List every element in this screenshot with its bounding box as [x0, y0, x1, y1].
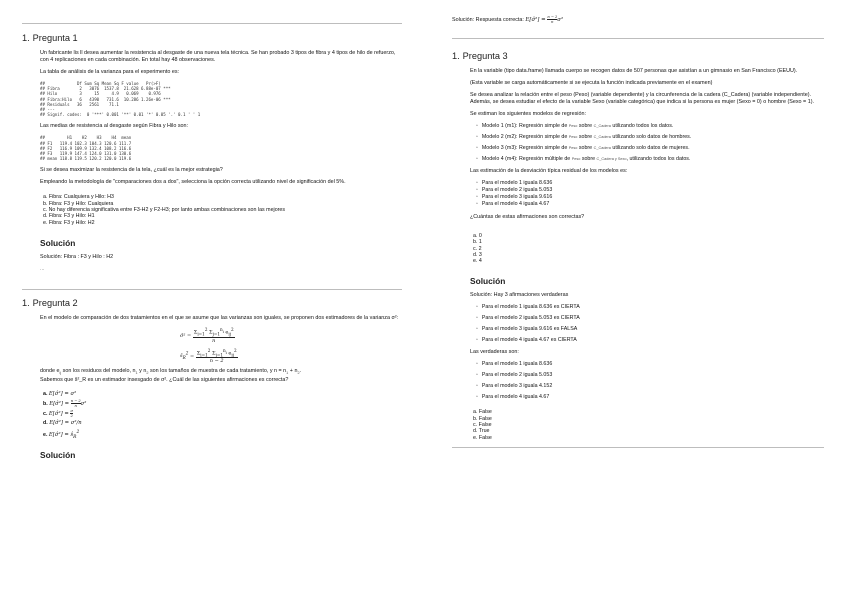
question-2 [22, 298, 402, 460]
statements-list [476, 180, 824, 208]
question-1-title: 1. Pregunta 1 [22, 33, 78, 43]
solution-heading: Solución [40, 237, 76, 248]
checked-1: ◦ Para el modelo 1 iguala 8.636 es CIERTA [476, 304, 824, 311]
question-2-title: 1. Pregunta 2 [22, 297, 78, 308]
estimates-label: Las estimación de la desviación típica residual de los modelos es: [470, 168, 628, 174]
solution-heading: Solución [40, 449, 76, 460]
question-2-intro: En el modelo de comparación de dos tratamientos en el que se asume que las varianzas son iguales, se proponen dos estimadores de la varianza σ²: [40, 314, 399, 321]
model-2: ◦ Modelo 2 (m2): Regresión simple de Peso sobre C_Cadera utilizando solo datos de hombres. [476, 134, 824, 141]
option-e: e. E[σ̂²] = $ŝ_R^2$ [43, 430, 80, 440]
question-2-solution: Solución: Respuesta correcta: E[σ̂²] = $\frac{n - 2}{n}\sigma^2$ [452, 15, 564, 24]
models-label: Se estiman los siguientes modelos de regresión: [470, 111, 586, 117]
models-list [476, 123, 824, 163]
answer-a: a. False [473, 409, 492, 416]
option-a: a. Fibra: Cualquiera y Hilo: H3 [43, 194, 114, 201]
true-value-4: ◦ Para el modelo 4 iguala 4.67 [476, 394, 824, 401]
answers-list [473, 409, 824, 440]
question-1-question: Si se desea maximizar la resistencia de la tela, ¿cuál es la mejor estrategia? [40, 167, 223, 174]
formula-s-hat-r: $ŝ_R^2$ = $\frac{\Sigma_{i=1}^2 \Sigma_{j=1}^{n_i} e_{ij}^2}{n - 2}$ [180, 347, 237, 365]
statement-2: ◦ Para el modelo 2 iguala 5.053 [476, 187, 824, 194]
question-2-description: donde $e_{ij}$ son los residuos del modelo, $n_1$ y $n_2$ son los tamaños de muestra de cada tratamiento, y $n = n_1 + n_2$. Sabemos que ŝ²_R es un estimador insesgado de σ². ¿Cuál de las siguientes afirmaciones es correcta? [40, 368, 302, 384]
checked-3: ◦ Para el modelo 3 iguala 9.616 es FALSA [476, 326, 824, 333]
question-2-options [40, 390, 402, 442]
question-3-title: 1. Pregunta 3 [452, 51, 508, 61]
divider [452, 447, 824, 448]
question-3-options [473, 233, 824, 264]
option-a: a. E[σ̂²] = σ² [43, 391, 77, 398]
question-3-description: Se desea analizar la relación entre el peso (Peso) (variable dependiente) y la circunferencia de la cadera (C_Cadera) (variable independiente). Además, se desea estudiar el efecto de la variable Sexo (variable categórica) que indica si la persona es mujer (Sexo = 0) o hombre (Sexo = 1). [470, 92, 814, 105]
right-column [452, 0, 824, 448]
true-value-2: ◦ Para el modelo 2 iguala 5.053 [476, 372, 824, 379]
option-b: b. 1 [473, 239, 482, 246]
statement-3: ◦ Para el modelo 3 iguala 9.616 [476, 194, 824, 201]
option-a: a. 0 [473, 233, 482, 239]
model-4: ◦ Modelo 4 (m4): Regresión múltiple de Peso sobre C_Cadera y Sexo, utilizando todos los datos. [476, 156, 824, 163]
question-1-options [43, 194, 402, 225]
answer-c: c. False [473, 422, 492, 429]
anova-table: ## Df Sum Sq Mean Sq F value Pr(>F) ## Fibra 2 3076 1537.8 21.628 6.88e-07 *** ## Hilo 3 15 4.9 0.069 0.976 ## Fibra:Hilo 6 4390 731.6 10.286 1.26e-06 *** ## Residuals 36 2561 71.1 ## --- ## Signif. codes: 0 '***' 0.001 '**' 0.01 '*' 0.05 '.' 0.1 ' ' 1 [40, 81, 201, 118]
means-label: Las medias de resistencia al desgaste según Fibra y Hilo son: [40, 123, 189, 130]
statement-1: ◦ Para el modelo 1 iguala 8.636 [476, 180, 824, 187]
question-3 [452, 51, 824, 441]
question-1-intro: Un fabricante lis ll desea aumentar la resistencia al desgaste de una nueva tela técnica. Se han probado 3 tipos de fibra y 4 tipos de hilo de refuerzo, con 4 replicaciones en cada combinación. En total hay 48 observaciones. [40, 50, 396, 63]
true-value-1: ◦ Para el modelo 1 iguala 8.636 [476, 361, 824, 368]
question-1-method: Empleando la metodología de "comparaciones dos a dos", selecciona la opción correcta utilizando nivel de significación del 5%. [40, 179, 346, 186]
option-e: e. 4 [473, 258, 482, 265]
checked-list [476, 304, 824, 344]
anova-label: La tabla de análisis de la varianza para el experimento es: [40, 69, 180, 75]
answer-d: d. True [473, 428, 490, 435]
model-3: ◦ Modelo 3 (m3): Regresión simple de Peso sobre C_Cadera utilizando solo datos de mujeres. [476, 145, 824, 152]
answer-b: b. False [473, 415, 492, 422]
formula-sigma-hat: σ̂² = $\frac{\Sigma_{i=1}^2 \Sigma_{j=1}^{n_i} e_{ij}^2}{n}$ [180, 326, 234, 344]
divider [22, 23, 402, 24]
option-d: d. E[σ̂²] = σ²/n [43, 420, 82, 427]
true-value-3: ◦ Para el modelo 3 iguala 4.152 [476, 383, 824, 390]
question-3-intro: En la variable (tipo data.frame) llamada cuerpo se recogen datos de 507 personas que asistían a un gimnasio en San Francisco (EEUU). [470, 68, 798, 74]
question-3-note: (Esta variable se carga automáticamente si se ejecuta la función indicada previamente en el examen) [470, 80, 713, 86]
means-table: ## H1 H2 H3 H4 mean ## F1 119.4 102.3 104.3 120.6 111.7 ## F2 116.9 109.9 132.4 108.2 116.6 ## F3 119.9 147.4 124.0 131.0 130.6 ## mean 118.8 119.5 120.2 120.0 119.6 [40, 135, 132, 162]
true-values-list [476, 361, 824, 401]
statement-4: ◦ Para el modelo 4 iguala 4.67 [476, 201, 824, 208]
divider [452, 38, 824, 39]
option-b: b. E[σ̂²] = $\frac{n - 2}{n}\sigma^2$ [43, 399, 87, 409]
model-1: ◦ Modelo 1 (m1): Regresión simple de Peso sobre C_Cadera utilizando todos los datos. [476, 123, 824, 130]
solution-heading: Solución [470, 276, 506, 287]
solution-text: Solución: Fibra : F3 y Hilo : H2 [40, 253, 114, 260]
checked-2: ◦ Para el modelo 2 iguala 5.053 es CIERTA [476, 315, 824, 322]
option-b: b. Fibra: F3 y Hilo: Cualquiera [43, 200, 114, 207]
trailing-dots: ... [40, 265, 45, 272]
solution-text: Solución: Hay 3 afirmaciones verdaderas [470, 292, 569, 299]
option-d: d. Fibra: F3 y Hilo: H1 [43, 213, 95, 220]
left-column [22, 0, 402, 466]
option-c: c. 2 [473, 245, 482, 252]
question-1 [22, 33, 402, 273]
option-e: e. Fibra: F3 y Hilo: H2 [43, 219, 95, 226]
question-3-question: ¿Cuántas de estas afirmaciones son correctas? [470, 214, 585, 220]
option-c: c. No hay diferencia significativa entre F3-H2 y F2-H3; por lanto ambas combinaciones son las mejores [43, 207, 286, 214]
true-label: Las verdaderas son: [470, 349, 519, 356]
checked-4: ◦ Para el modelo 4 iguala 4.67 es CIERTA [476, 337, 824, 344]
answer-e: e. False [473, 434, 492, 441]
divider [22, 289, 402, 290]
option-c: c. E[σ̂²] = $\frac{\sigma}{2}$ [43, 409, 73, 419]
option-d: d. 3 [473, 251, 482, 258]
